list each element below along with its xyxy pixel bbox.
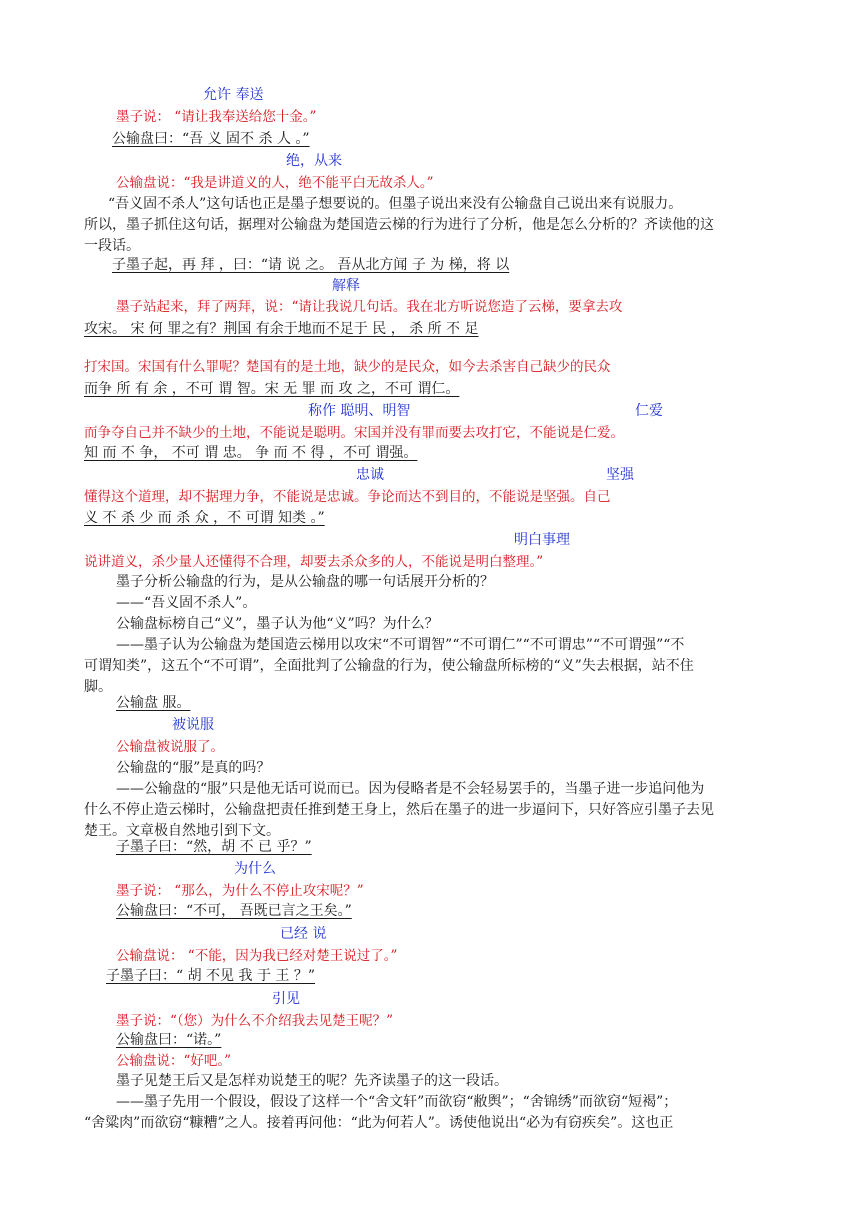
classical-text-line: 公输盘曰：“吾 义 固不 杀 人 。”	[112, 131, 310, 147]
translation-line: 公输盘说：“好吧。”	[116, 1053, 232, 1069]
annotation-line: 为什么	[234, 861, 276, 877]
commentary-line: ——墨子先用一个假设，假设了这样一个“舍文轩”而欲窃“敝舆”；“舍锦绣”而欲窃“短褐”；	[116, 1094, 678, 1110]
translation-line: 懂得这个道理，却不据理力争，不能说是忠诚。争论而达不到目的，不能说是坚强。自己	[84, 489, 611, 505]
commentary-line: ——公输盘的“服”只是他无话可说而已。因为侵略者是不会轻易罢手的，当墨子进一步追问他为	[116, 781, 705, 797]
classical-text-line: 攻宋。 宋 何 罪之有？荆国 有余于地而不足于 民 ， 杀 所 不 足	[84, 321, 479, 337]
commentary-line: 脚。	[84, 679, 112, 695]
classical-text-line: 子墨子曰：“然，胡 不 已 乎？”	[116, 839, 312, 855]
annotation-line: 绝，从来	[286, 153, 342, 169]
translation-line: 墨子说：“（您）为什么不介绍我去见楚王呢？”	[116, 1013, 394, 1029]
commentary-line: “舍粱肉”而欲窃“糠糟”之人。接着再问他：“此为何若人”。诱使他说出“必为有窃疾矣”。这也正	[84, 1115, 674, 1131]
translation-line: 打宋国。宋国有什么罪呢？楚国有的是土地，缺少的是民众，如今去杀害自己缺少的民众	[84, 359, 611, 375]
commentary-line: 墨子分析公输盘的行为，是从公输盘的哪一句话展开分析的？	[116, 574, 494, 590]
translation-line: 公输盘说：“我是讲道义的人，绝不能平白无故杀人。”	[116, 175, 434, 191]
classical-text-line: 义 不 杀 少 而 杀 众 ，不 可谓 知类 。”	[84, 510, 325, 526]
commentary-line: 所以，墨子抓住这句话，据理对公输盘为楚国造云梯的行为进行了分析，他是怎么分析的？齐读他的这	[84, 217, 714, 233]
commentary-line: 墨子见楚王后又是怎样劝说楚王的呢？先齐读墨子的这一段话。	[116, 1073, 508, 1089]
commentary-line: “吾义固不杀人”这句话也正是墨子想要说的。但墨子说出来没有公输盘自己说出来有说服力。	[108, 196, 683, 212]
classical-text-line: 子墨子曰：“ 胡 不见 我 于 王 ？”	[106, 968, 316, 984]
commentary-line: 可谓知类”，这五个“不可谓”，全面批判了公输盘的行为，使公输盘所标榜的“义”失去根据，站不住	[84, 658, 694, 674]
commentary-line: ——“吾义固不杀人”。	[116, 595, 257, 611]
annotation-line: 引见	[272, 991, 300, 1007]
annotation-line: 解释	[332, 278, 360, 294]
annotation-line: 明白事理	[514, 532, 570, 548]
translation-line: 墨子站起来，拜了两拜，说：“请让我说几句话。我在北方听说您造了云梯，要拿去攻	[116, 299, 623, 315]
annotation-line: 忠诚	[356, 467, 384, 483]
classical-text-line: 公输盘曰：“不可， 吾既已言之王矣。”	[116, 903, 352, 919]
translation-line: 公输盘被说服了。	[116, 739, 224, 755]
classical-text-line: 知 而 不 争， 不可 谓 忠。 争 而 不 得 ，不可 谓强。	[84, 445, 418, 461]
translation-line: 而争夺自己并不缺少的土地，不能说是聪明。宋国并没有罪而要去攻打它，不能说是仁爱。	[84, 425, 624, 441]
translation-line: 墨子说： “那么，为什么不停止攻宋呢？”	[116, 883, 364, 899]
annotation-line: 已经 说	[280, 926, 327, 942]
translation-line: 墨子说： “请让我奉送给您十金。”	[116, 109, 317, 125]
translation-line: 公输盘说： “不能，因为我已经对楚王说过了。”	[116, 948, 398, 964]
commentary-line: 什么不停止造云梯时，公输盘把责任推到楚王身上，然后在墨子的进一步逼问下，只好答应引墨子去见	[84, 802, 714, 818]
classical-text-line: 公输盘曰：“诺。”	[116, 1032, 222, 1048]
annotation-line: 坚强	[606, 467, 634, 483]
annotation-line: 被说服	[172, 717, 214, 733]
commentary-line: 公输盘标榜自己“义”，墨子认为他“义”吗？为什么？	[116, 616, 439, 632]
translation-line: 说讲道义，杀少量人还懂得不合理，却要去杀众多的人，不能说是明白整理。”	[84, 554, 544, 570]
classical-text-line: 而争 所 有 余 ，不可 谓 智。宋 无 罪 而 攻 之，不可 谓仁。	[84, 381, 460, 397]
classical-text-line: 子墨子起，再 拜 ，曰：“请 说 之。 吾从北方闻 子 为 梯，将 以	[112, 257, 510, 273]
annotation-line: 允许 奉送	[203, 87, 264, 103]
commentary-line: 公输盘的“服”是真的吗？	[116, 760, 271, 776]
commentary-line: 楚王。文章极自然地引到下文。	[84, 823, 280, 839]
classical-text-line: 公输盘 服。	[116, 695, 191, 711]
annotation-line: 仁爱	[635, 403, 663, 419]
commentary-line: ——墨子认为公输盘为楚国造云梯用以攻宋“不可谓智”“不可谓仁”“不可谓忠”“不可谓强”“不	[116, 637, 685, 653]
commentary-line: 一段话。	[84, 238, 140, 254]
annotation-line: 称作 聪明、明智	[308, 403, 411, 419]
